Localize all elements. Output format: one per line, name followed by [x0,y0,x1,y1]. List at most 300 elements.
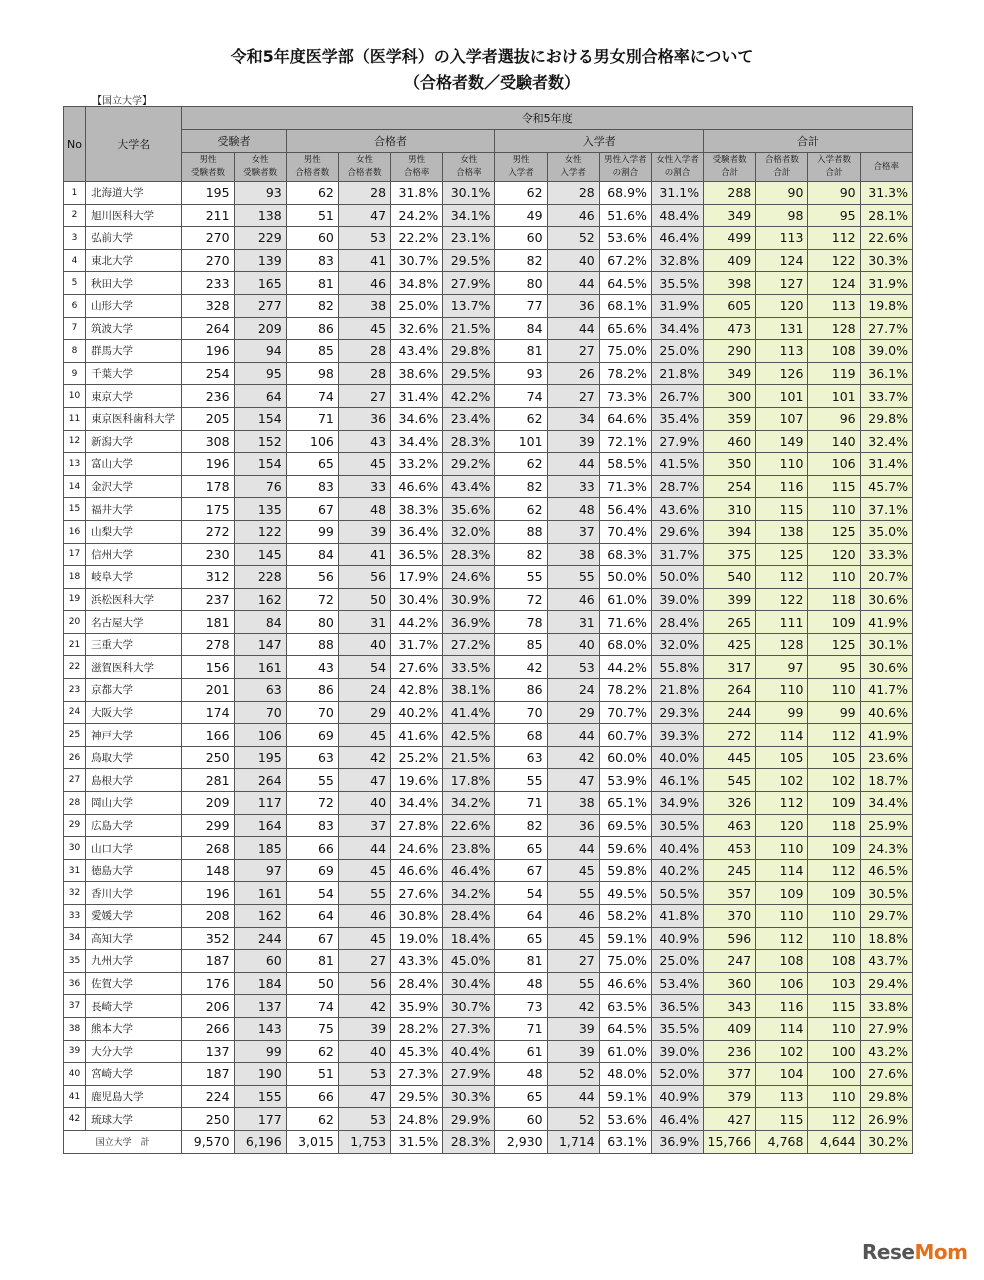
data-cell: 104 [756,1063,808,1086]
data-cell: 45 [338,859,390,882]
data-cell: 39.0% [651,1040,703,1063]
data-cell: 36.5% [391,543,443,566]
data-cell: 47 [338,204,390,227]
data-cell: 29.8% [860,1085,912,1108]
data-cell: 281 [182,769,234,792]
data-cell: 21.8% [651,679,703,702]
data-cell: 73 [495,995,547,1018]
data-cell: 463 [704,814,756,837]
university-name: 山口大学 [86,837,182,860]
data-cell: 39 [547,1017,599,1040]
data-cell: 40.9% [651,927,703,950]
data-cell: 36 [547,294,599,317]
data-cell: 25.2% [391,746,443,769]
subheader-cell: 男性入学者 の割合 [599,153,651,182]
row-number: 19 [64,588,86,611]
table-row [64,905,913,928]
resemom-logo: ReseMom [862,1240,968,1264]
header-examinees: 受験者 [182,130,286,153]
data-cell: 110 [808,1017,860,1040]
data-cell: 126 [756,362,808,385]
data-cell: 100 [808,1063,860,1086]
data-cell: 98 [756,204,808,227]
data-cell: 67 [495,859,547,882]
data-cell: 317 [704,656,756,679]
data-cell: 99 [286,520,338,543]
data-cell: 72 [286,792,338,815]
data-cell: 247 [704,950,756,973]
data-cell: 64.5% [599,1017,651,1040]
data-cell: 328 [182,294,234,317]
data-cell: 427 [704,1108,756,1131]
data-cell: 31.4% [391,385,443,408]
data-cell: 124 [808,272,860,295]
data-cell: 115 [808,995,860,1018]
row-number: 14 [64,475,86,498]
data-cell: 244 [234,927,286,950]
data-cell: 110 [756,905,808,928]
subheader-cell: 男性 入学者 [495,153,547,182]
data-cell: 195 [234,746,286,769]
data-cell: 18.8% [860,927,912,950]
data-cell: 116 [756,475,808,498]
data-cell: 32.4% [860,430,912,453]
table-row [64,611,913,634]
data-cell: 47 [547,769,599,792]
data-cell: 409 [704,249,756,272]
data-cell: 208 [182,905,234,928]
data-cell: 596 [704,927,756,950]
row-number: 2 [64,204,86,227]
data-cell: 82 [286,294,338,317]
row-number: 10 [64,385,86,408]
data-cell: 58.2% [599,905,651,928]
data-cell: 60 [234,950,286,973]
data-cell: 75 [286,1017,338,1040]
data-cell: 398 [704,272,756,295]
data-cell: 30.6% [860,588,912,611]
data-cell: 28 [547,182,599,205]
data-cell: 117 [234,792,286,815]
data-cell: 70 [286,701,338,724]
row-number: 23 [64,679,86,702]
table-row [64,340,913,363]
data-cell: 409 [704,1017,756,1040]
data-cell: 350 [704,453,756,476]
row-number: 40 [64,1063,86,1086]
data-cell: 35.5% [651,1017,703,1040]
data-cell: 28.4% [443,905,495,928]
data-cell: 103 [808,972,860,995]
data-cell: 349 [704,204,756,227]
data-cell: 23.8% [443,837,495,860]
total-cell: 3,015 [286,1130,338,1153]
data-cell: 42 [547,746,599,769]
data-cell: 40.0% [651,746,703,769]
data-cell: 605 [704,294,756,317]
data-cell: 42 [338,746,390,769]
data-cell: 62 [495,407,547,430]
data-cell: 108 [756,950,808,973]
data-cell: 95 [808,204,860,227]
data-cell: 154 [234,407,286,430]
data-cell: 62 [495,182,547,205]
total-cell: 28.3% [443,1130,495,1153]
data-cell: 112 [756,566,808,589]
data-cell: 55 [495,769,547,792]
data-cell: 237 [182,588,234,611]
data-cell: 131 [756,317,808,340]
data-cell: 147 [234,633,286,656]
university-name: 群馬大学 [86,340,182,363]
data-cell: 43 [286,656,338,679]
table-row [64,566,913,589]
data-cell: 19.8% [860,294,912,317]
table-row [64,317,913,340]
data-cell: 34.2% [443,882,495,905]
data-cell: 82 [495,475,547,498]
data-cell: 28 [338,362,390,385]
data-cell: 74 [495,385,547,408]
data-cell: 63.5% [599,995,651,1018]
data-cell: 28.7% [651,475,703,498]
data-cell: 196 [182,882,234,905]
data-cell: 39 [547,430,599,453]
data-cell: 46 [547,905,599,928]
data-cell: 22.6% [860,227,912,250]
data-cell: 45 [338,724,390,747]
data-cell: 64.6% [599,407,651,430]
data-cell: 453 [704,837,756,860]
data-cell: 70.7% [599,701,651,724]
total-cell: 4,644 [808,1130,860,1153]
data-cell: 445 [704,746,756,769]
data-cell: 24 [338,679,390,702]
data-cell: 30.4% [391,588,443,611]
total-cell: 6,196 [234,1130,286,1153]
data-cell: 28.2% [391,1017,443,1040]
data-cell: 27 [547,950,599,973]
data-cell: 21.8% [651,362,703,385]
data-cell: 109 [756,882,808,905]
data-cell: 40 [338,1040,390,1063]
data-cell: 28.4% [391,972,443,995]
data-cell: 68.1% [599,294,651,317]
data-cell: 44.2% [391,611,443,634]
data-cell: 175 [182,498,234,521]
data-cell: 34.4% [391,792,443,815]
data-cell: 25.0% [391,294,443,317]
data-cell: 55 [547,972,599,995]
data-cell: 53 [338,227,390,250]
subheader-cell: 男性 受験者数 [182,153,234,182]
data-cell: 236 [182,385,234,408]
data-cell: 109 [808,792,860,815]
table-row [64,859,913,882]
total-cell: 1,753 [338,1130,390,1153]
university-name: 愛媛大学 [86,905,182,928]
data-cell: 37.1% [860,498,912,521]
data-cell: 52 [547,1108,599,1131]
data-cell: 29 [547,701,599,724]
table-row [64,633,913,656]
total-cell: 31.5% [391,1130,443,1153]
data-cell: 44 [547,1085,599,1108]
data-cell: 110 [808,927,860,950]
data-cell: 13.7% [443,294,495,317]
data-cell: 62 [286,182,338,205]
data-cell: 125 [808,633,860,656]
data-cell: 55 [338,882,390,905]
data-cell: 48.0% [599,1063,651,1086]
data-cell: 299 [182,814,234,837]
data-cell: 64 [234,385,286,408]
data-cell: 300 [704,385,756,408]
data-cell: 29.3% [651,701,703,724]
data-cell: 97 [756,656,808,679]
data-cell: 24.2% [391,204,443,227]
data-cell: 29.2% [443,453,495,476]
data-cell: 185 [234,837,286,860]
table-row [64,814,913,837]
data-cell: 27.3% [391,1063,443,1086]
row-number: 15 [64,498,86,521]
data-cell: 30.7% [443,995,495,1018]
data-cell: 42.2% [443,385,495,408]
row-number: 30 [64,837,86,860]
data-cell: 45 [338,317,390,340]
data-cell: 44 [547,837,599,860]
data-cell: 41.7% [860,679,912,702]
data-cell: 71.3% [599,475,651,498]
row-number: 3 [64,227,86,250]
data-cell: 50.5% [651,882,703,905]
data-cell: 27.6% [391,882,443,905]
data-cell: 128 [756,633,808,656]
table-row [64,272,913,295]
data-cell: 40.4% [651,837,703,860]
table-row [64,950,913,973]
data-cell: 31 [338,611,390,634]
data-cell: 38 [547,543,599,566]
data-cell: 90 [808,182,860,205]
data-cell: 112 [756,927,808,950]
data-cell: 39 [338,520,390,543]
data-cell: 375 [704,543,756,566]
data-cell: 31.8% [391,182,443,205]
data-cell: 35.0% [860,520,912,543]
data-cell: 56 [338,566,390,589]
data-cell: 55 [495,566,547,589]
data-cell: 60 [495,227,547,250]
data-cell: 40.4% [443,1040,495,1063]
data-cell: 108 [808,340,860,363]
data-cell: 55.8% [651,656,703,679]
subheader-cell: 合格者数 合計 [756,153,808,182]
data-cell: 272 [182,520,234,543]
university-name: 九州大学 [86,950,182,973]
data-cell: 82 [495,543,547,566]
data-cell: 51.6% [599,204,651,227]
data-cell: 138 [756,520,808,543]
data-cell: 43.4% [391,340,443,363]
total-cell: 2,930 [495,1130,547,1153]
table-row [64,182,913,205]
data-cell: 30.7% [391,249,443,272]
university-name: 神戸大学 [86,724,182,747]
university-name: 高知大学 [86,927,182,950]
data-cell: 30.6% [860,656,912,679]
data-cell: 55 [286,769,338,792]
total-cell: 63.1% [599,1130,651,1153]
university-name: 東京医科歯科大学 [86,407,182,430]
row-number: 18 [64,566,86,589]
data-cell: 21.5% [443,317,495,340]
data-cell: 27.9% [443,272,495,295]
data-cell: 109 [808,611,860,634]
row-number: 7 [64,317,86,340]
data-cell: 115 [756,1108,808,1131]
university-name: 福井大学 [86,498,182,521]
data-cell: 21.5% [443,746,495,769]
data-cell: 84 [286,543,338,566]
data-cell: 40 [338,633,390,656]
university-name: 旭川医科大学 [86,204,182,227]
university-name: 大阪大学 [86,701,182,724]
university-name: 岡山大学 [86,792,182,815]
data-cell: 35.6% [443,498,495,521]
data-cell: 29.8% [443,340,495,363]
data-cell: 29 [338,701,390,724]
data-cell: 26.9% [860,1108,912,1131]
data-cell: 80 [495,272,547,295]
data-cell: 78.2% [599,679,651,702]
data-cell: 64 [495,905,547,928]
university-name: 富山大学 [86,453,182,476]
data-cell: 37 [547,520,599,543]
data-cell: 60 [286,227,338,250]
table-row [64,746,913,769]
data-cell: 81 [495,340,547,363]
data-cell: 46 [547,204,599,227]
data-cell: 211 [182,204,234,227]
data-cell: 99 [808,701,860,724]
table-row [64,430,913,453]
subheader-cell: 女性入学者 の割合 [651,153,703,182]
data-cell: 41.4% [443,701,495,724]
data-cell: 28.3% [443,543,495,566]
table-row [64,498,913,521]
data-cell: 43 [338,430,390,453]
data-cell: 106 [808,453,860,476]
row-number: 9 [64,362,86,385]
data-cell: 145 [234,543,286,566]
header-passers: 合格者 [286,130,495,153]
table-row [64,972,913,995]
data-cell: 83 [286,814,338,837]
data-cell: 24.6% [391,837,443,860]
data-cell: 24.8% [391,1108,443,1131]
row-number: 27 [64,769,86,792]
data-cell: 102 [756,769,808,792]
data-cell: 65.1% [599,792,651,815]
table-row [64,385,913,408]
data-cell: 27.2% [443,633,495,656]
data-cell: 106 [286,430,338,453]
data-cell: 30.4% [443,972,495,995]
university-name: 新潟大学 [86,430,182,453]
university-name: 島根大学 [86,769,182,792]
data-cell: 196 [182,453,234,476]
data-cell: 268 [182,837,234,860]
data-cell: 30.8% [391,905,443,928]
data-cell: 94 [234,340,286,363]
data-cell: 278 [182,633,234,656]
data-cell: 114 [756,859,808,882]
header-total: 合計 [704,130,913,153]
university-name: 山形大学 [86,294,182,317]
data-cell: 65 [495,927,547,950]
data-cell: 46.5% [860,859,912,882]
data-cell: 143 [234,1017,286,1040]
data-cell: 71.6% [599,611,651,634]
data-cell: 52.0% [651,1063,703,1086]
data-cell: 25.0% [651,950,703,973]
data-cell: 370 [704,905,756,928]
data-cell: 250 [182,1108,234,1131]
data-cell: 27 [338,385,390,408]
data-cell: 30.3% [860,249,912,272]
data-cell: 106 [756,972,808,995]
row-number: 13 [64,453,86,476]
data-cell: 58.5% [599,453,651,476]
data-cell: 46.4% [651,1108,703,1131]
subheader-cell: 受験者数 合計 [704,153,756,182]
page-title: 令和5年度医学部（医学科）の入学者選抜における男女別合格率について [230,47,754,66]
data-cell: 224 [182,1085,234,1108]
data-cell: 34.4% [391,430,443,453]
data-cell: 113 [756,1085,808,1108]
data-cell: 54 [338,656,390,679]
data-cell: 473 [704,317,756,340]
data-cell: 272 [704,724,756,747]
data-cell: 112 [808,859,860,882]
data-cell: 359 [704,407,756,430]
data-cell: 137 [234,995,286,1018]
data-cell: 26 [547,362,599,385]
data-cell: 162 [234,905,286,928]
data-cell: 29.5% [443,249,495,272]
data-cell: 72.1% [599,430,651,453]
data-cell: 105 [756,746,808,769]
data-cell: 75.0% [599,340,651,363]
data-cell: 45 [338,453,390,476]
data-cell: 110 [808,498,860,521]
data-cell: 28 [338,182,390,205]
data-cell: 184 [234,972,286,995]
university-name: 東北大学 [86,249,182,272]
data-cell: 201 [182,679,234,702]
university-name: 金沢大学 [86,475,182,498]
data-cell: 41.9% [860,724,912,747]
data-cell: 53.4% [651,972,703,995]
row-number: 29 [64,814,86,837]
data-cell: 31.9% [651,294,703,317]
data-cell: 61.0% [599,588,651,611]
data-cell: 83 [286,249,338,272]
data-cell: 162 [234,588,286,611]
data-cell: 37 [338,814,390,837]
